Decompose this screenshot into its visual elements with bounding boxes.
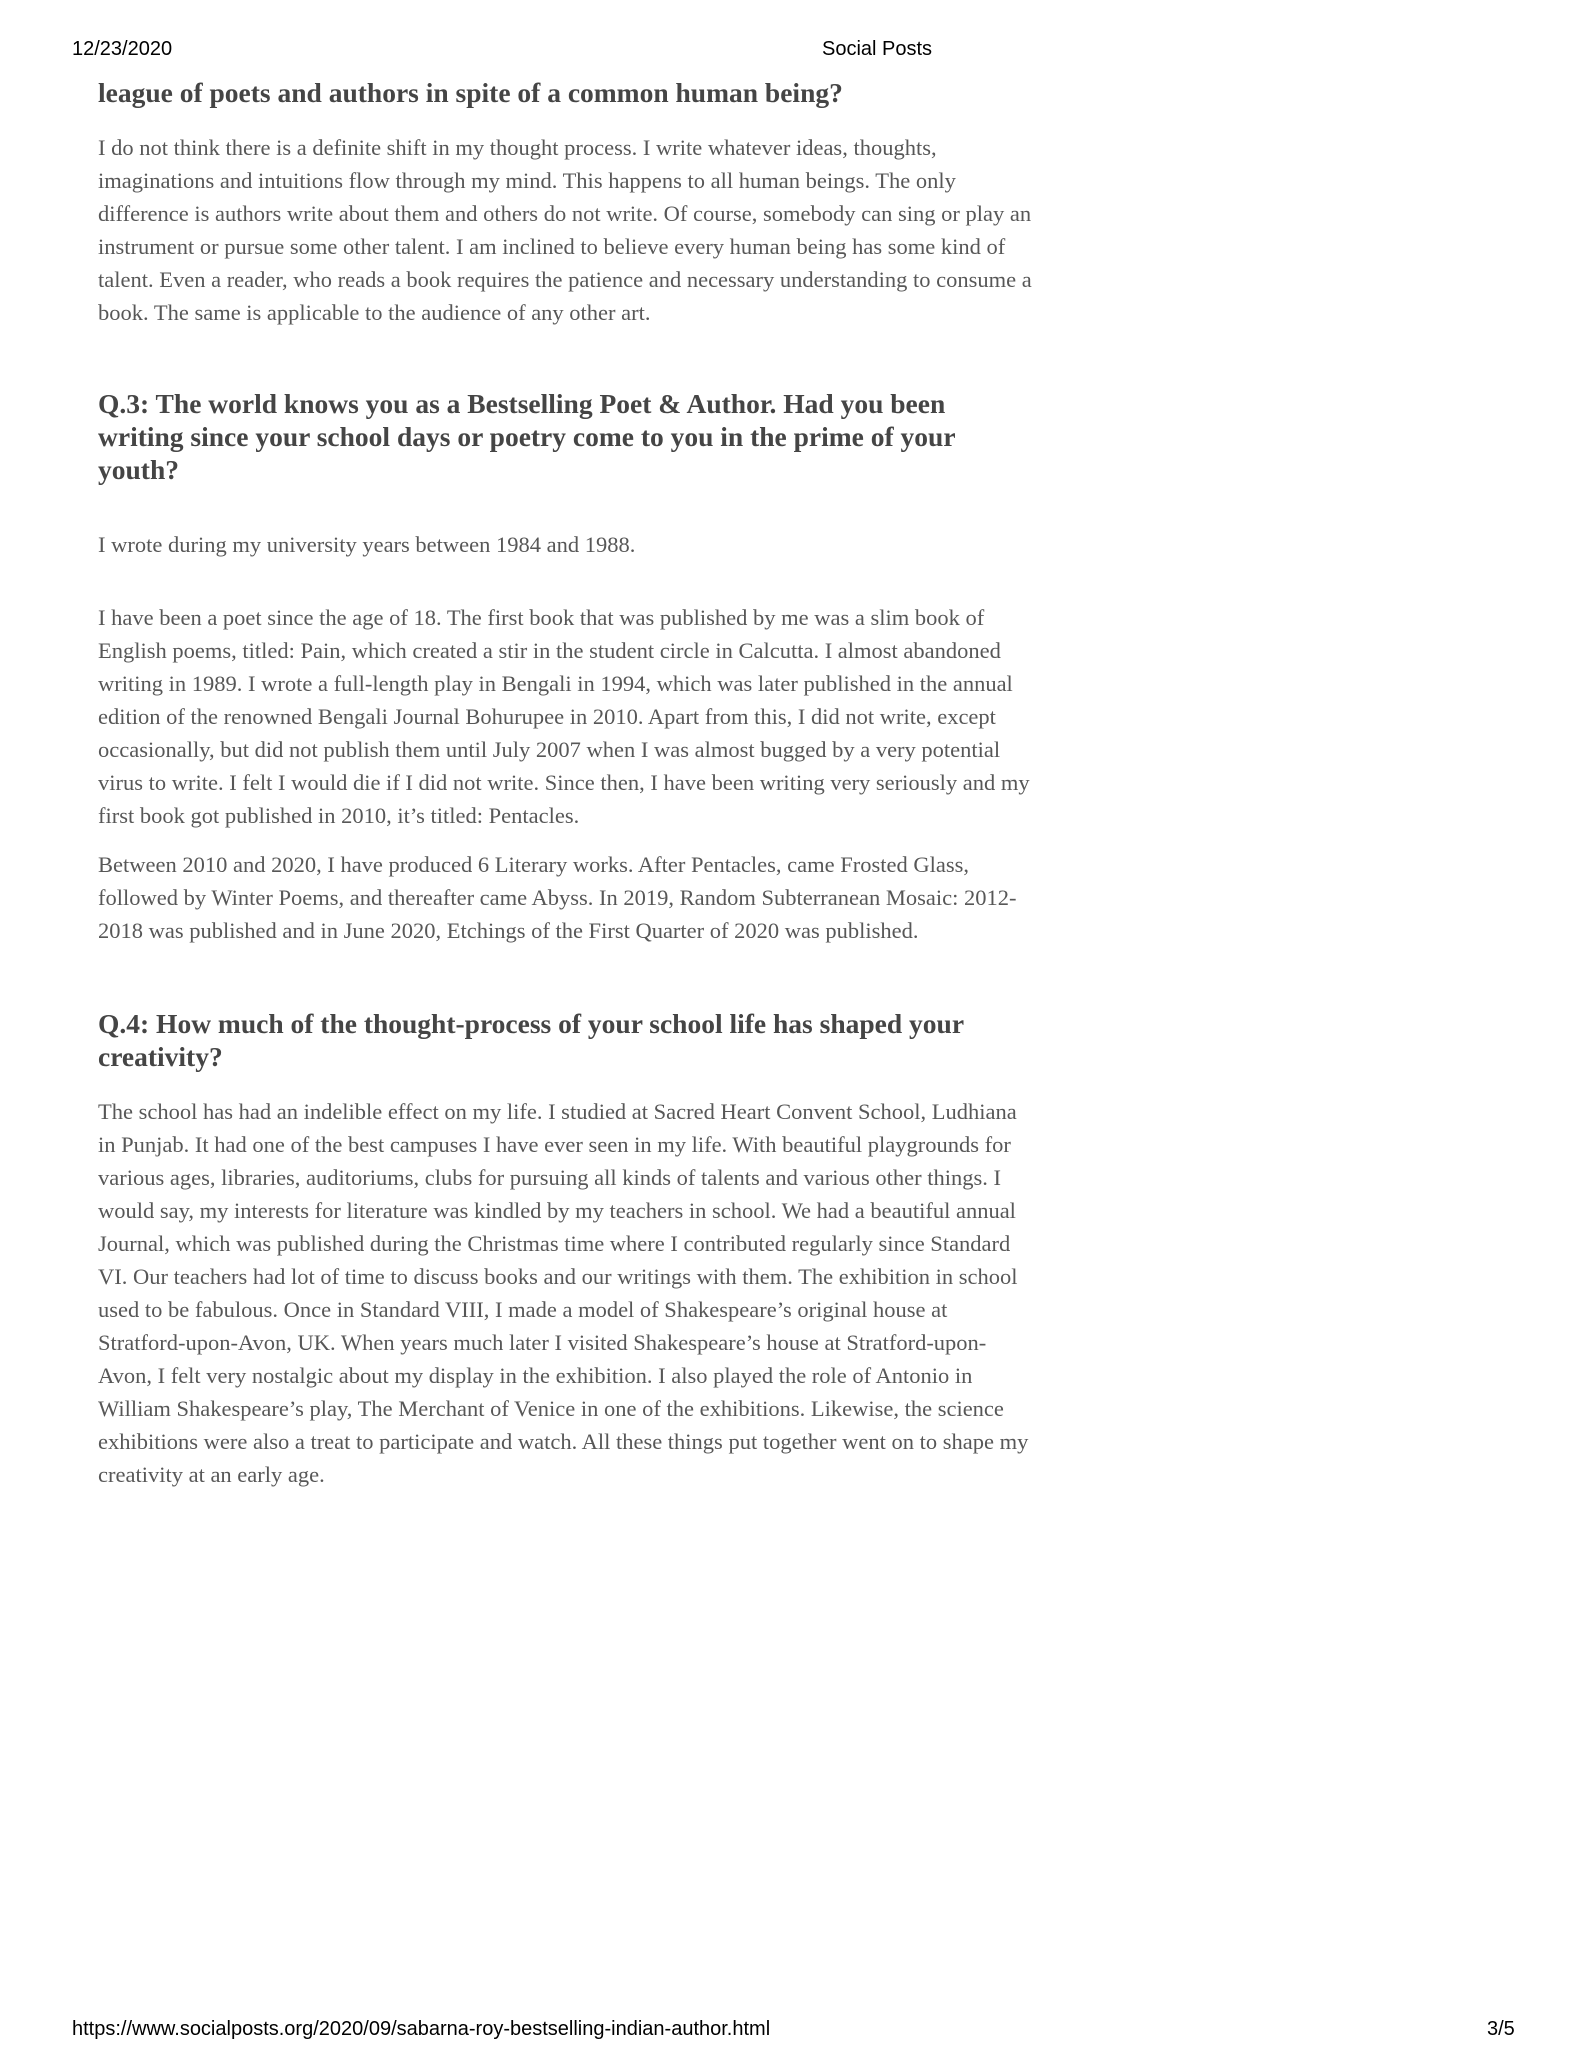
- answer-paragraph: The school has had an indelible effect on my life. I studied at Sacred Heart Convent School, Ludhiana in Punjab. It had one of the best campuses I have ever seen in my life. With beautiful playgrounds for various ages, libraries, auditoriums, clubs for pursuing all kinds of talents and various other things. I would say, my interests for literature was kindled by my teachers in school. We had a beautiful annual Journal, which was published during the Christmas time where I contributed regularly since Standard VI. Our teachers had lot of time to discuss books and our writings with them. The exhibition in school used to be fabulous. Once in Standard VIII, I made a model of Shakespeare’s original house at Stratford-upon-Avon, UK. When years much later I visited Shakespeare’s house at Stratford-upon-Avon, I felt very nostalgic about my display in the exhibition. I also played the role of Antonio in William Shakespeare’s play, The Merchant of Venice in one of the exhibitions. Likewise, the science exhibitions were also a treat to participate and watch. All these things put together went on to shape my creativity at an early age.: [98, 1099, 1029, 1487]
- article-body: [98, 76, 1033, 1491]
- question-heading-continued: league of poets and authors in spite of a common human being?: [98, 77, 843, 108]
- page-url: https://www.socialposts.org/2020/09/sabarna-roy-bestselling-indian-author.html: [72, 2018, 771, 2040]
- question-4-heading: Q.4: How much of the thought-process of your school life has shaped your creativity?: [98, 1008, 964, 1072]
- answer-paragraph: I do not think there is a definite shift in my thought process. I write whatever ideas, thoughts, imaginations and intuitions flow through my mind. This happens to all human beings. The only difference is authors write about them and others do not write. Of course, somebody can sing or play an instrument or pursue some other talent. I am inclined to believe every human being has some kind of talent. Even a reader, who reads a book requires the patience and necessary understanding to consume a book. The same is applicable to the audience of any other art.: [98, 135, 1032, 325]
- question-3-heading: Q.3: The world knows you as a Bestselling Poet & Author. Had you been writing since your school days or poetry come to you in the prime of your youth?: [98, 388, 956, 485]
- answer-paragraph: Between 2010 and 2020, I have produced 6 Literary works. After Pentacles, came Frosted Glass, followed by Winter Poems, and thereafter came Abyss. In 2019, Random Subterranean Mosaic: 2012-2018 was published and in June 2020, Etchings of the First Quarter of 2020 was published.: [98, 852, 1017, 943]
- answer-paragraph: I have been a poet since the age of 18. The first book that was published by me was a slim book of English poems, titled: Pain, which created a stir in the student circle in Calcutta. I almost abandoned writing in 1989. I wrote a full-length play in Bengali in 1994, which was later published in the annual edition of the renowned Bengali Journal Bohurupee in 2010. Apart from this, I did not write, except occasionally, but did not publish them until July 2007 when I was almost bugged by a very potential virus to write. I felt I would die if I did not write. Since then, I have been writing very seriously and my first book got published in 2010, it’s titled: Pentacles.: [98, 605, 1030, 828]
- print-header: [0, 38, 1581, 64]
- answer-paragraph: I wrote during my university years between 1984 and 1988.: [98, 532, 636, 557]
- print-date: 12/23/2020: [72, 38, 173, 60]
- print-footer: [0, 2018, 1581, 2044]
- page-number: 3/5: [1487, 2018, 1515, 2040]
- print-page-title: Social Posts: [822, 38, 933, 60]
